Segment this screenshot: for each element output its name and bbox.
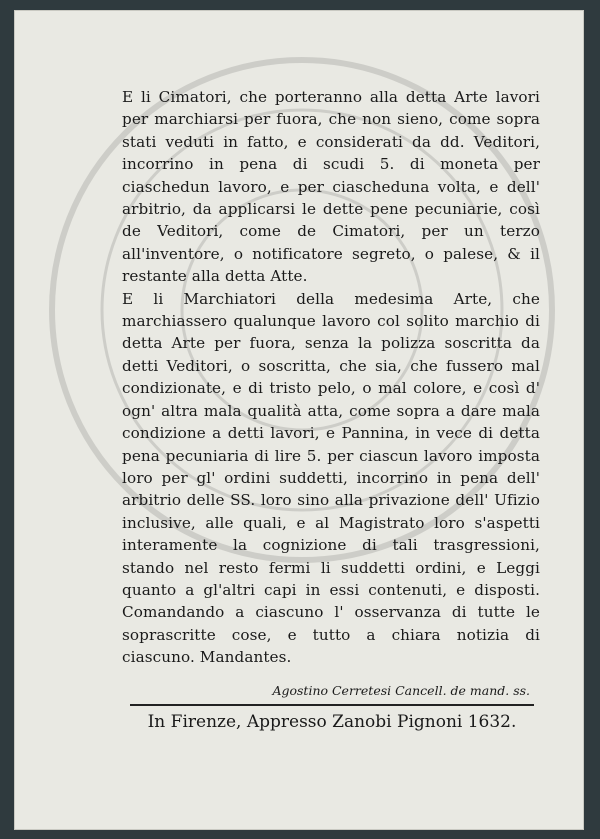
- chancellor-signature: Agostino Cerretesi Cancell. de mand. ss.: [272, 682, 530, 698]
- paragraph-cimatori: E li Cimatori, che porteranno alla detta Arte lavori per marchiarsi per fuora, che non sieno, come sopra stati veduti in fatto, e considerati da dd. Veditori, incorrino in pena di scudi 5. di moneta per ciaschedun lavoro, e per ciascheduna volta, e dell' arbitrio, da applicarsi le dette pene pecuniarie, così de Veditori, come de Cimatori, per un terzo all'inventore, o notificatore segreto, o palese, & il restante alla detta Atte.: [122, 88, 540, 286]
- document-body: [122, 86, 540, 698]
- printer-imprint: In Firenze, Appresso Zanobi Pignoni 1632.: [147, 712, 517, 732]
- imprint-divider: [130, 704, 534, 706]
- paragraph-marchiatori: E li Marchiatori della medesima Arte, che marchiassero qualunque lavoro col solito marchio di detta Arte per fuora, senza la polizza soscritta da detti Veditori, o soscritta, che sia, che fussero mal condizionate, e di tristo pelo, o mal colore, e così d' ogn' altra mala qualità atta, come sopra a dare mala condizione a detti lavori, e Pannina, in vece di detta pena pecuniaria di lire 5. per ciascun lavoro imposta loro per gl' ordini suddetti, incorrino in pena dell' arbitrio delle SS. loro sino alla privazione dell' Ufizio inclusive, alle quali, e al Magistrato loro s'aspetti interamente la cognizione di tali trasgressioni, stando nel resto fermi li suddetti ordini, e Leggi quanto a gl'altri capi in essi contenuti, e disposti. Comandando a ciascuno l' osservanza di tutte le soprascritte cose, e tutto a chiara notizia di ciascuno. Mandantes.: [122, 289, 540, 667]
